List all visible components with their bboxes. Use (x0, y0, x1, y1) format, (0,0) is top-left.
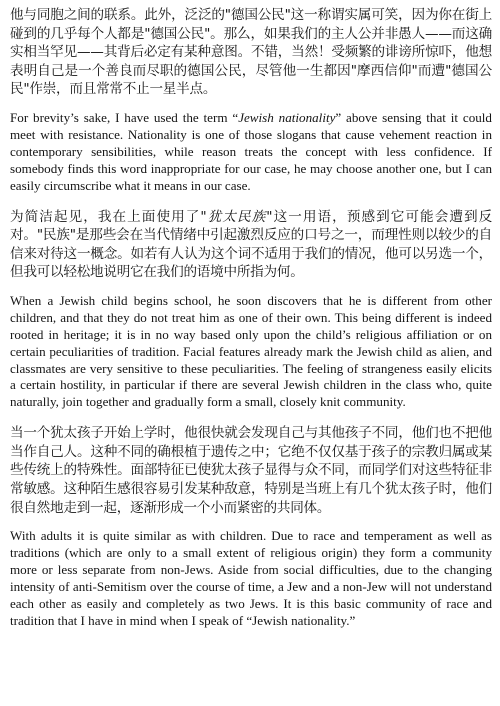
paragraph-gap (10, 195, 492, 208)
paragraph-gap (10, 517, 492, 528)
emphasis-term: Jewish nationality (238, 109, 336, 125)
text-span: "这一用语，预感到它可能会遭到反对。"民族"是那些会在当代情绪中引起激烈反应的口号之一，而理性则以较少的自信来对待这一概念。如若有人认为这个词不适用于我们的情况，他可以另选一个，但我可以轻松地说明它在我们的语境中所指为何。 (10, 208, 492, 281)
text-span: ” above sensing that it could meet with resistance. Nationality is one of those slogans that cause vehement reaction in contemporary sensibilities, while reason treats the concept with less confidence. If somebody finds this word inappropriate for our case, he may choose another one, but I can easily circumscribe what it means in our case. (10, 109, 492, 193)
emphasis-term: 犹太民族 (206, 208, 267, 225)
paragraph-gap (10, 282, 492, 293)
text-span: 为简洁起见，我在上面使用了" (10, 208, 207, 225)
paragraph-gap (10, 99, 492, 110)
document-page (10, 6, 492, 630)
paragraph-gap (10, 411, 492, 424)
paragraph-en-3: With adults it is quite similar as with children. Due to race and temperament as well as traditions (which are only to a small extent of religious origin) they form a community more or less separate from non-Jews. Aside from social difficulties, due to the changing intensity of anti-Semitism over the course of time, a Jew and a non-Jew will not understand each other as easily and completely as two Jews. It is this basic community of race and tradition that I have in mind when I speak of “Jewish nationality.” (10, 528, 492, 628)
paragraph-zh-1: 他与同胞之间的联系。此外，泛泛的"德国公民"这一称谓实属可笑，因为你在街上碰到的几乎每个人都是"德国公民"。那么，如果我们的主人公并非愚人——而这确实相当罕见——其背后必定有某种意图。不错，当然！受频繁的诽谤所惊吓，他想表明自己是一个善良而尽职的德国公民，尽管他一生都因"摩西信仰"而遭"德国公民"作崇，而且常常不止一星半点。 (10, 7, 492, 98)
paragraph-en-2: When a Jewish child begins school, he soon discovers that he is different from other children, and that they do not treat him as one of their own. This being different is indeed rooted in heritage; it is in no way based only upon the child’s religious affiliation or on certain peculiarities of tradition. Facial features already mark the Jewish child as alien, and classmates are very sensitive to these peculiarities. The feeling of strangeness easily elicits a certain hostility, in particular if there are several Jewish children in the class who, quite naturally, join together and gradually form a small, closely knit community. (10, 292, 492, 410)
text-span: For brevity’s sake, I have used the term “ (10, 109, 239, 125)
paragraph-zh-3: 当一个犹太孩子开始上学时，他很快就会发现自己与其他孩子不同，他们也不把他当作自己人。这种不同的确根植于遗传之中；它绝不仅仅基于孩子的宗教归属或某些传统上的特殊性。面部特征已使犹太孩子显得与众不同，而同学们对这些特征非常敏感。这种陌生感很容易引发某种敌意，特别是当班上有几个犹太孩子时，他们很自然地走到一起，逐渐形成一个小而紧密的共同体。 (10, 425, 492, 516)
paragraph-zh-2 (10, 208, 492, 282)
paragraph-en-1 (10, 110, 492, 195)
